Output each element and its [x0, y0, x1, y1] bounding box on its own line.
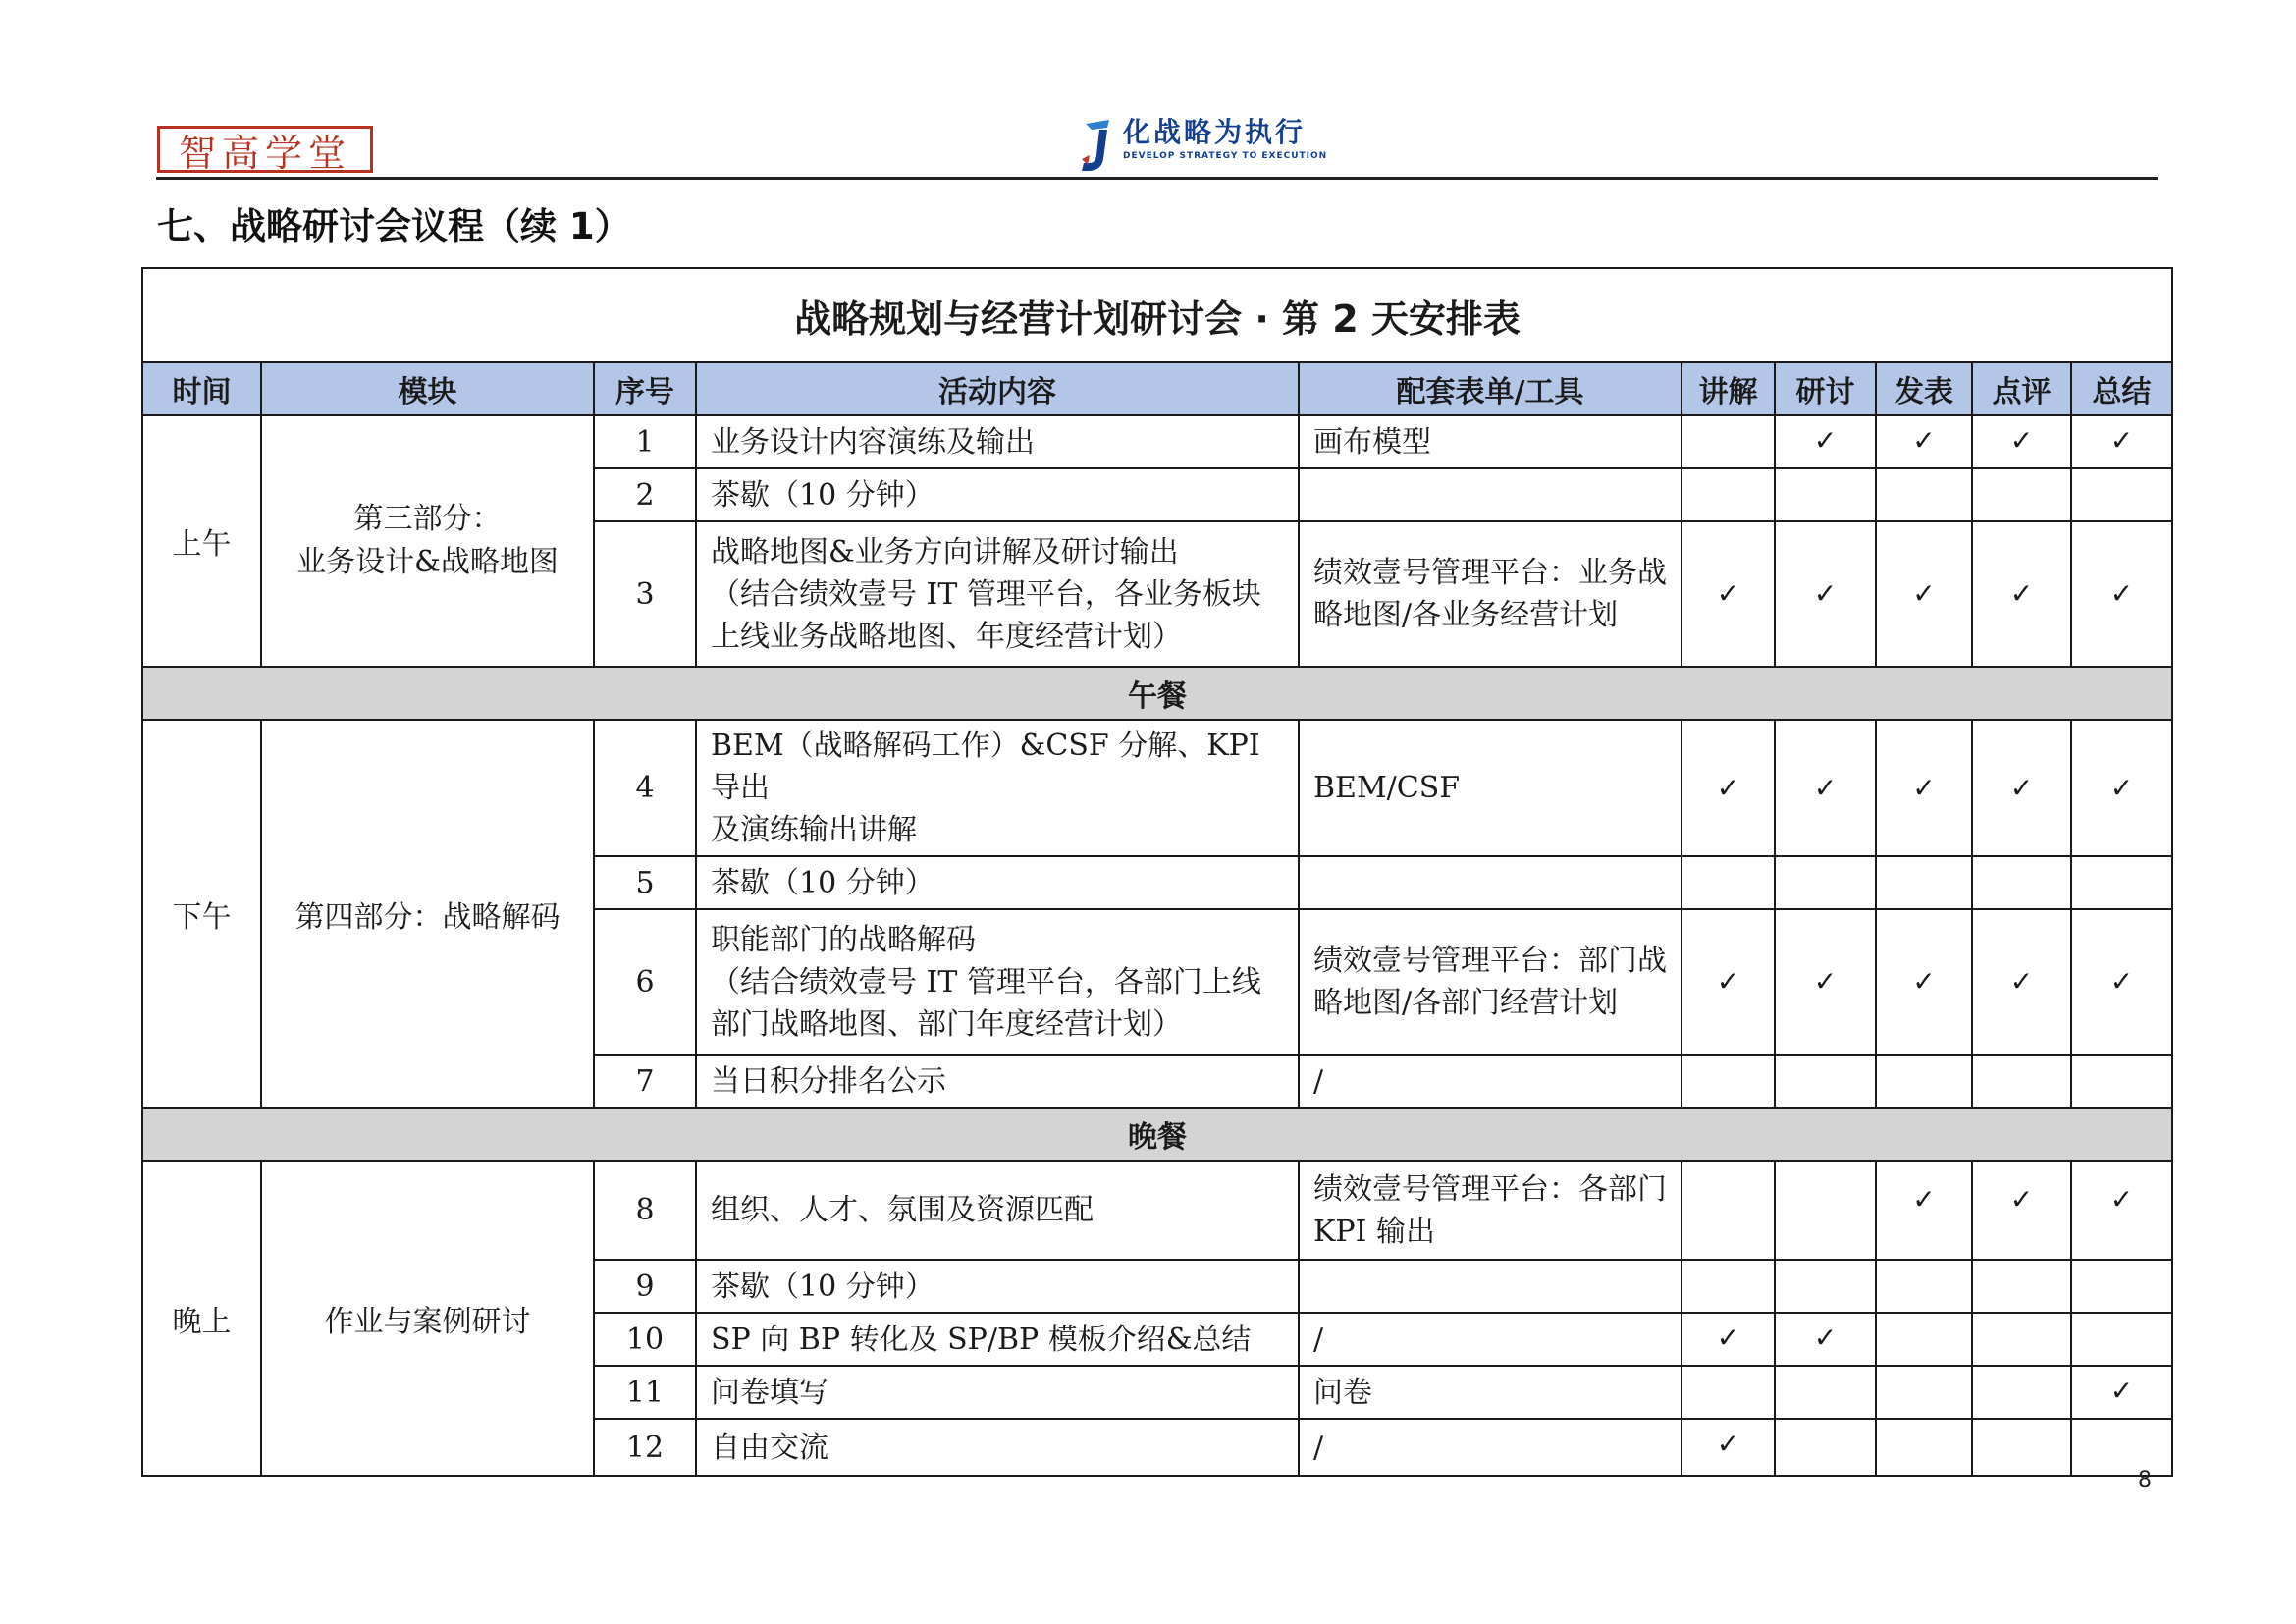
row-tool	[1299, 468, 1682, 521]
check-mark: ✓	[1972, 521, 2071, 667]
brand-logo	[1080, 116, 1327, 175]
brand-logo-title: 化战略为执行	[1123, 116, 1307, 148]
row-activity-line: 部门战略地图、部门年度经营计划）	[711, 1006, 1182, 1042]
check-mark: ✓	[1775, 1313, 1876, 1366]
row-activity	[696, 720, 1299, 856]
check-mark: ✓	[1876, 415, 1972, 468]
lunch-break-row	[142, 667, 2172, 720]
check-mark: ✓	[1876, 909, 1972, 1055]
row-no: 7	[594, 1055, 696, 1108]
row-tool-line: 绩效壹号管理平台：各部门	[1313, 1171, 1667, 1207]
table-row	[142, 1161, 2172, 1260]
zhigao-logo	[157, 126, 373, 173]
brand-logo-icon	[1080, 116, 1115, 173]
row-no: 3	[594, 521, 696, 667]
row-activity: 组织、人才、氛围及资源匹配	[696, 1161, 1299, 1260]
row-activity-line: 上线业务战略地图、年度经营计划）	[711, 619, 1182, 654]
col-header-discussion: 研讨	[1775, 362, 1876, 415]
row-activity-line: 职能部门的战略解码	[711, 922, 976, 957]
row-tool	[1299, 521, 1682, 667]
row-tool-line: 略地图/各部门经营计划	[1313, 986, 1619, 1020]
check-mark: ✓	[1972, 909, 2071, 1055]
row-activity-line: （结合绩效壹号 IT 管理平台，各业务板块	[711, 576, 1261, 612]
check-mark: ✓	[2071, 1366, 2172, 1419]
row-tool	[1299, 1161, 1682, 1260]
check-mark: ✓	[2071, 720, 2172, 856]
dinner-break: 晚餐	[142, 1108, 2172, 1161]
row-tool-line: KPI 输出	[1313, 1214, 1435, 1249]
period-morning: 上午	[142, 415, 261, 667]
row-tool: BEM/CSF	[1299, 720, 1682, 856]
col-header-module: 模块	[261, 362, 594, 415]
row-activity: 当日积分排名公示	[696, 1055, 1299, 1108]
col-header-summary: 总结	[2071, 362, 2172, 415]
check-mark: ✓	[1682, 521, 1775, 667]
check-mark: ✓	[2071, 521, 2172, 667]
row-no: 2	[594, 468, 696, 521]
module-morning-line2: 业务设计&战略地图	[296, 545, 559, 579]
row-activity: 茶歇（10 分钟）	[696, 468, 1299, 521]
check-mark: ✓	[1682, 1419, 1775, 1476]
schedule-table	[141, 267, 2173, 1477]
module-morning	[261, 415, 594, 667]
zhigao-logo-text: 智高学堂	[178, 131, 351, 175]
col-header-time: 时间	[142, 362, 261, 415]
lunch-break: 午餐	[142, 667, 2172, 720]
row-activity	[696, 909, 1299, 1055]
module-afternoon: 第四部分：战略解码	[261, 720, 594, 1108]
row-tool-line: 绩效壹号管理平台：部门战	[1313, 944, 1667, 978]
check-mark: ✓	[1876, 521, 1972, 667]
check-mark: ✓	[2071, 1161, 2172, 1260]
row-activity-line: BEM（战略解码工作）&CSF 分解、KPI 导出	[711, 729, 1260, 805]
row-no: 1	[594, 415, 696, 468]
section-title: 七、战略研讨会议程（续 1）	[157, 205, 631, 247]
check-mark: ✓	[1775, 720, 1876, 856]
table-row	[142, 720, 2172, 856]
col-header-activity: 活动内容	[696, 362, 1299, 415]
check-mark: ✓	[1682, 720, 1775, 856]
col-header-presentation: 发表	[1876, 362, 1972, 415]
check-mark: ✓	[1682, 1313, 1775, 1366]
check-mark: ✓	[1972, 415, 2071, 468]
check-mark: ✓	[1876, 1161, 1972, 1260]
module-morning-line1: 第三部分：	[353, 502, 502, 536]
row-tool: 问卷	[1299, 1366, 1682, 1419]
row-activity: 茶歇（10 分钟）	[696, 856, 1299, 909]
header-divider	[156, 177, 2158, 180]
table-header-row	[142, 362, 2172, 415]
row-no: 9	[594, 1260, 696, 1313]
row-activity: 业务设计内容演练及输出	[696, 415, 1299, 468]
period-afternoon: 下午	[142, 720, 261, 1108]
row-no: 10	[594, 1313, 696, 1366]
dinner-break-row	[142, 1108, 2172, 1161]
table-row	[142, 415, 2172, 468]
row-tool: 画布模型	[1299, 415, 1682, 468]
row-activity	[696, 521, 1299, 667]
row-no: 12	[594, 1419, 696, 1476]
row-activity: 茶歇（10 分钟）	[696, 1260, 1299, 1313]
row-no: 8	[594, 1161, 696, 1260]
row-no: 4	[594, 720, 696, 856]
row-no: 5	[594, 856, 696, 909]
row-tool-line: 略地图/各业务经营计划	[1313, 598, 1619, 632]
period-evening: 晚上	[142, 1161, 261, 1476]
check-mark: ✓	[1682, 909, 1775, 1055]
table-title: 战略规划与经营计划研讨会 · 第 2 天安排表	[142, 268, 2172, 362]
module-evening: 作业与案例研讨	[261, 1161, 594, 1476]
check-mark: ✓	[1775, 521, 1876, 667]
col-header-lecture: 讲解	[1682, 362, 1775, 415]
row-activity-line: （结合绩效壹号 IT 管理平台，各部门上线	[711, 964, 1261, 1000]
row-tool	[1299, 909, 1682, 1055]
row-activity-line: 及演练输出讲解	[711, 813, 917, 847]
row-activity: 问卷填写	[696, 1366, 1299, 1419]
check-mark: ✓	[1775, 909, 1876, 1055]
row-tool-line: 绩效壹号管理平台：业务战	[1313, 556, 1667, 590]
check-mark: ✓	[1972, 1161, 2071, 1260]
check-mark: ✓	[1775, 415, 1876, 468]
row-activity: SP 向 BP 转化及 SP/BP 模板介绍&总结	[696, 1313, 1299, 1366]
col-header-review: 点评	[1972, 362, 2071, 415]
row-activity-line: 战略地图&业务方向讲解及研讨输出	[711, 534, 1179, 569]
check-mark: ✓	[1972, 720, 2071, 856]
row-tool	[1299, 856, 1682, 909]
check-mark: ✓	[2071, 909, 2172, 1055]
col-header-tools: 配套表单/工具	[1299, 362, 1682, 415]
row-activity: 自由交流	[696, 1419, 1299, 1476]
check-mark: ✓	[1876, 720, 1972, 856]
col-header-no: 序号	[594, 362, 696, 415]
row-tool: /	[1299, 1419, 1682, 1476]
row-tool: /	[1299, 1313, 1682, 1366]
page-number: 8	[2138, 1468, 2152, 1492]
row-no: 6	[594, 909, 696, 1055]
check-mark: ✓	[2071, 415, 2172, 468]
brand-logo-subtitle: DEVELOP STRATEGY TO EXECUTION	[1123, 151, 1328, 161]
row-tool: /	[1299, 1055, 1682, 1108]
row-tool	[1299, 1260, 1682, 1313]
row-no: 11	[594, 1366, 696, 1419]
